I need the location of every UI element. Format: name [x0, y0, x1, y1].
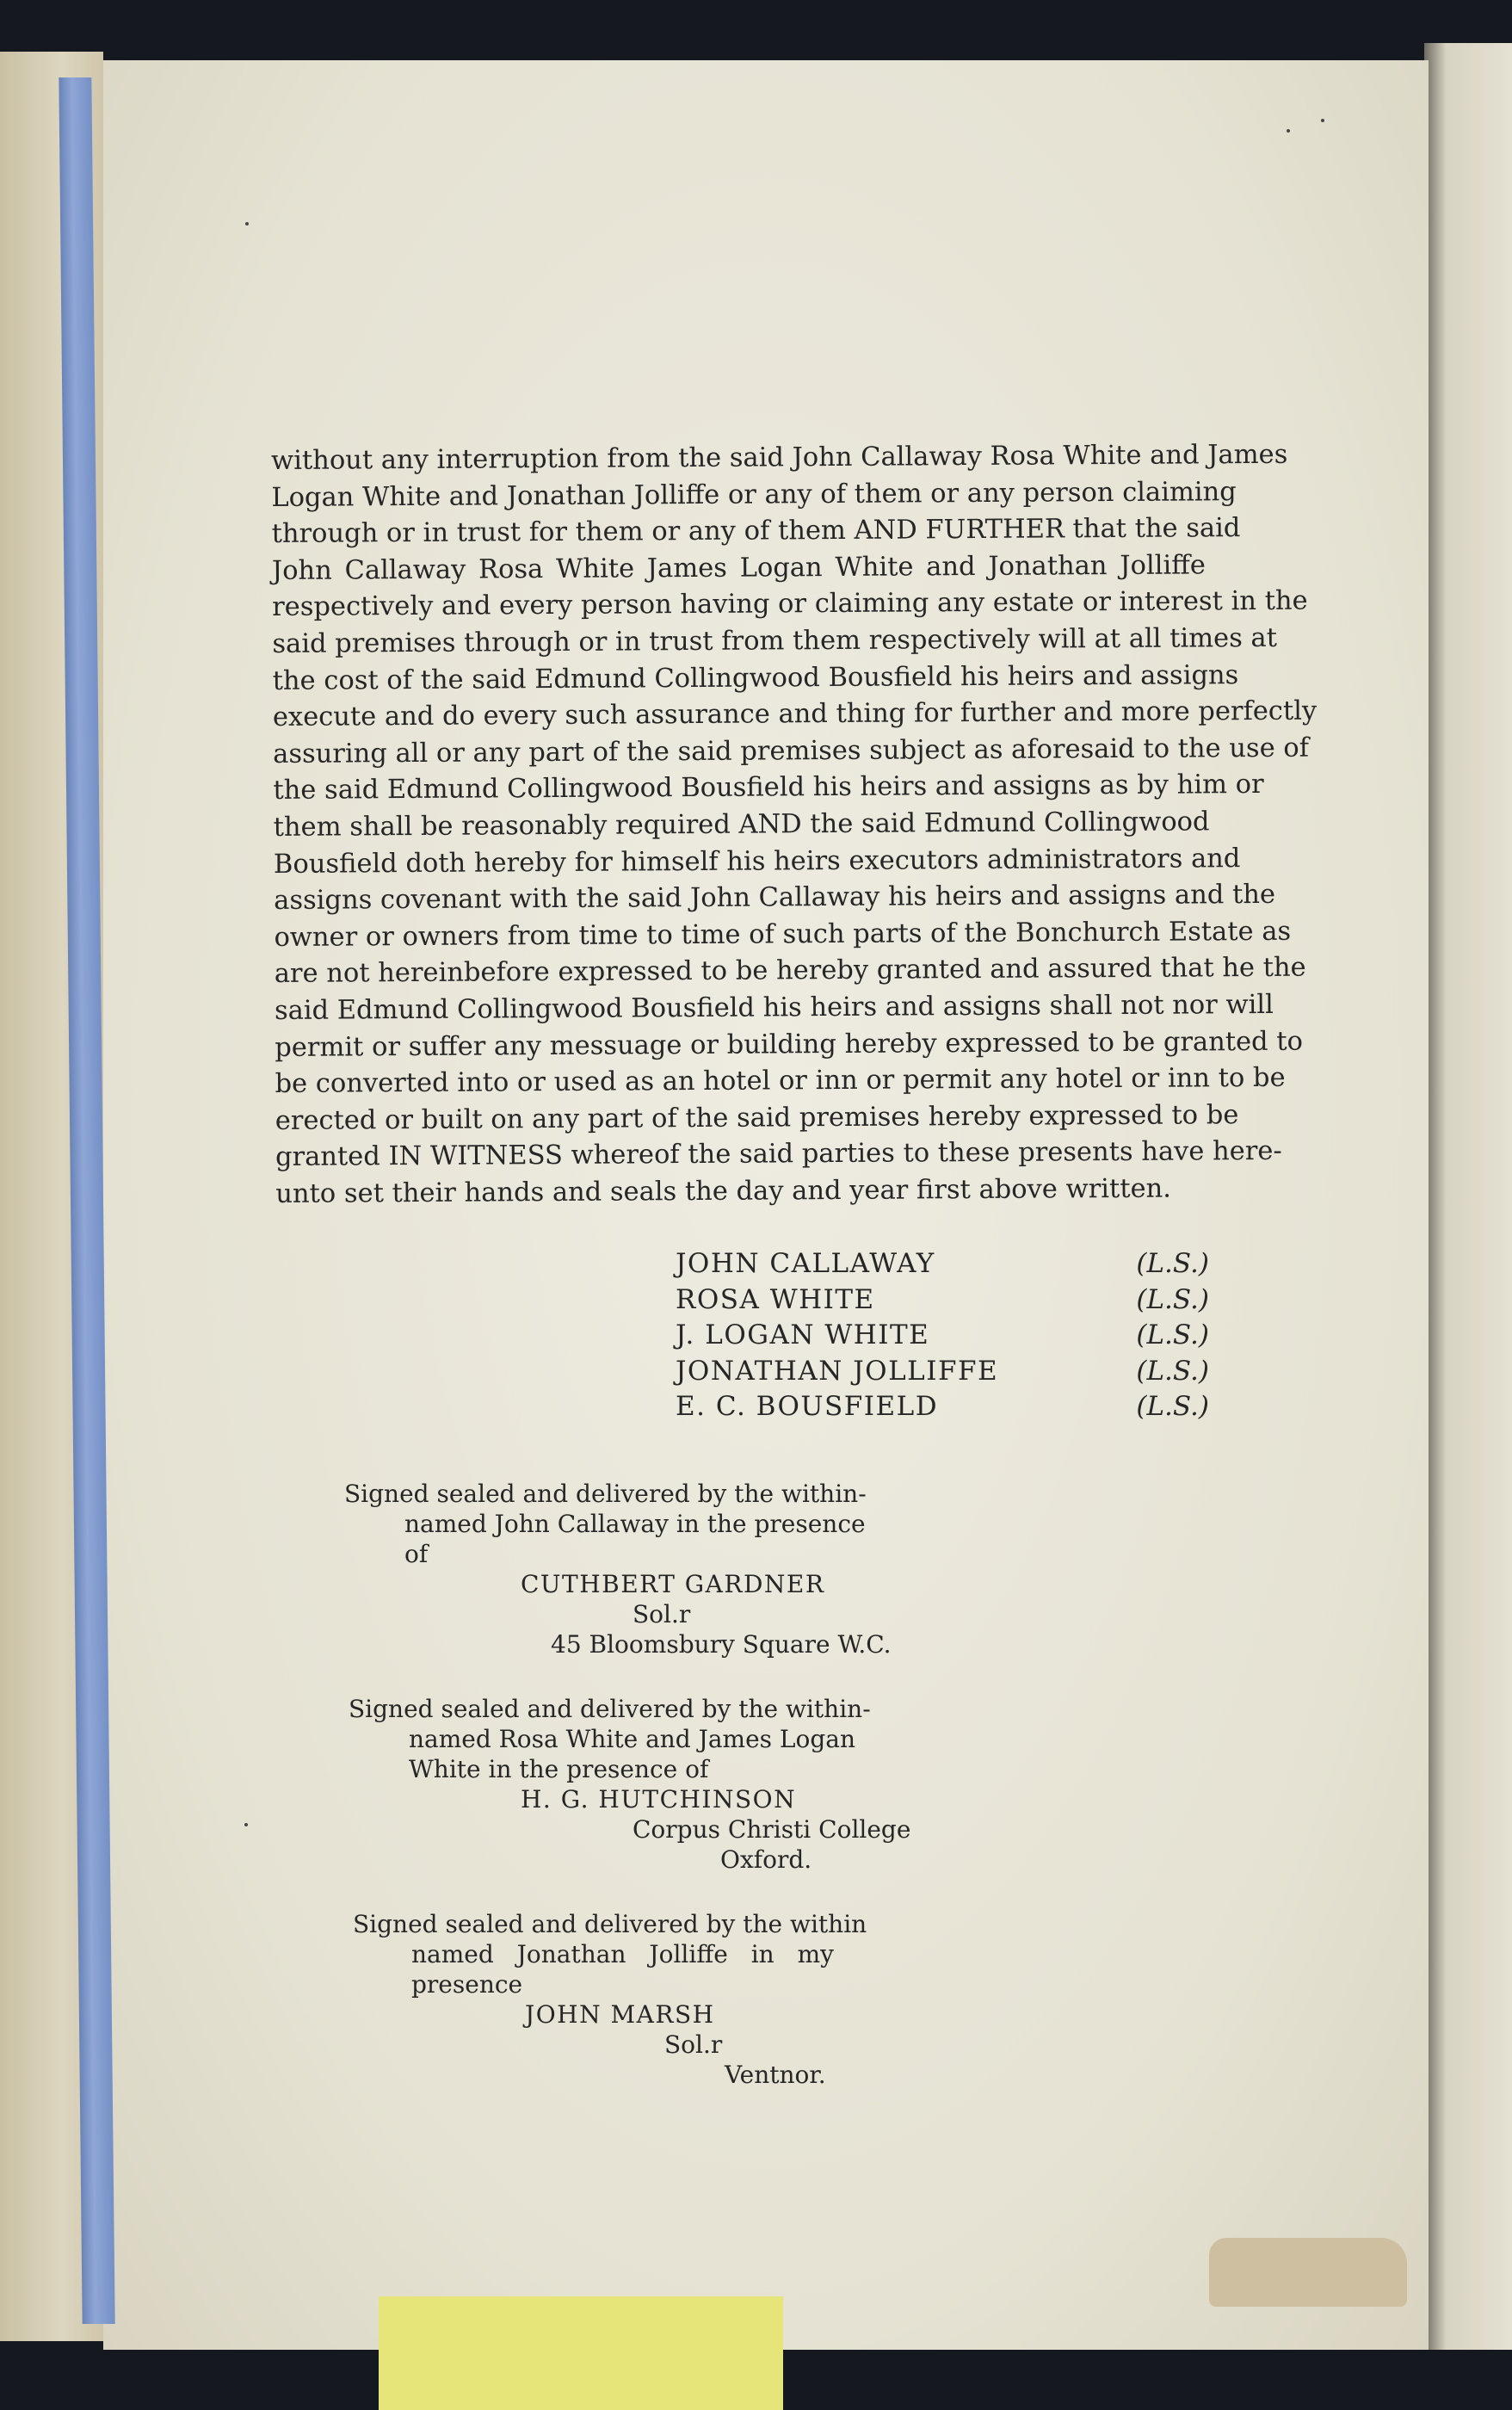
body-line: assuring all or any part of the said premises subject as aforesaid to the use of — [273, 732, 1310, 769]
yellow-tab — [379, 2296, 783, 2410]
signatory-row — [676, 1282, 1209, 1319]
body-line: them shall be reasonably required AND the said Edmund Collingwood — [273, 806, 1210, 843]
body-line: said premises through or in trust from them respectively will at all times at — [272, 622, 1278, 659]
signatory-name: JOHN CALLAWAY — [676, 1248, 935, 1279]
signatory-row — [676, 1318, 1209, 1354]
body-line: respectively and every person having or claiming any estate or interest in the — [272, 586, 1308, 623]
deed-body-text — [271, 437, 1318, 1213]
body-line: are not hereinbefore expressed to be hereby granted and assured that he the — [274, 952, 1306, 990]
body-line: erected or built on any part of the said premises hereby expressed to be — [275, 1099, 1239, 1136]
body-line: Logan White and Jonathan Jolliffe or any of them or any person claiming — [271, 476, 1237, 513]
witness-detail: Ventnor. — [725, 2061, 826, 2089]
witness-detail: 45 Bloomsbury Square W.C. — [551, 1630, 892, 1659]
witness-detail: Corpus Christi College — [633, 1815, 911, 1844]
witness-name: CUTHBERT GARDNER — [521, 1570, 825, 1598]
signatory-row — [676, 1354, 1209, 1390]
body-line: assigns covenant with the said John Callaway his heirs and assigns and the — [274, 880, 1276, 917]
body-line: owner or owners from time to time of such parts of the Bonchurch Estate as — [274, 916, 1292, 953]
attestation-clause-line: Signed sealed and delivered by the within — [353, 1910, 867, 1938]
signatory-row — [676, 1246, 1209, 1282]
signatory-row — [676, 1389, 1209, 1425]
attestation-white — [349, 1694, 910, 1875]
attestation-clause-line: presence — [411, 1970, 523, 1999]
body-line: unto set their hands and seals the day and year first above written. — [275, 1173, 1172, 1209]
body-line: John Callaway Rosa White James Logan White and Jonathan Jolliffe — [271, 550, 1206, 586]
body-line: execute and do every such assurance and thing for further and more perfectly — [272, 695, 1318, 733]
body-line: the cost of the said Edmund Collingwood Bousfield his heirs and assigns — [272, 659, 1239, 696]
attestation-clause-line: named Jonathan Jolliffe in my — [411, 1940, 834, 1968]
signatory-list — [676, 1246, 1209, 1425]
body-line: Bousfield doth hereby for himself his heirs executors administrators and — [273, 843, 1241, 880]
seal-mark: (L.S.) — [1136, 1391, 1209, 1423]
seal-mark: (L.S.) — [1136, 1355, 1209, 1387]
speck — [1321, 119, 1324, 122]
torn-corner — [1209, 2238, 1407, 2307]
body-line: be converted into or used as an hotel or inn or permit any hotel or inn to be — [275, 1062, 1286, 1100]
attestation-clause-line: named Rosa White and James Logan — [409, 1725, 856, 1753]
speck — [244, 1823, 248, 1826]
seal-mark: (L.S.) — [1136, 1248, 1209, 1279]
attestation-clause-line: Signed sealed and delivered by the within- — [349, 1695, 871, 1723]
signatory-name: JONATHAN JOLLIFFE — [676, 1355, 999, 1387]
seal-mark: (L.S.) — [1136, 1319, 1209, 1351]
attestation-jolliffe — [353, 1909, 867, 2090]
witness-detail: Oxford. — [720, 1845, 812, 1874]
attestation-clause-line: Signed sealed and delivered by the within- — [344, 1480, 867, 1508]
witness-detail: Sol.r — [633, 1600, 691, 1628]
body-line: the said Edmund Collingwood Bousfield his heirs and assigns as by him or — [273, 769, 1264, 806]
witness-name: H. G. HUTCHINSON — [521, 1785, 797, 1814]
speck — [1287, 129, 1290, 133]
signatory-name: E. C. BOUSFIELD — [676, 1391, 939, 1423]
signatory-name: J. LOGAN WHITE — [676, 1319, 930, 1351]
witness-name: JOHN MARSH — [525, 2000, 715, 2029]
signatory-name: ROSA WHITE — [676, 1283, 875, 1315]
attestation-clause-line: named John Callaway in the presence — [404, 1510, 866, 1538]
body-line: said Edmund Collingwood Bousfield his heirs and assigns shall not nor will — [274, 989, 1274, 1026]
next-page-edge — [1424, 43, 1512, 2350]
body-line: without any interruption from the said John Callaway Rosa White and James — [271, 439, 1288, 476]
attestation-clause-line: of — [404, 1540, 429, 1568]
witness-detail: Sol.r — [664, 2030, 723, 2059]
body-line: permit or suffer any messuage or building hereby expressed to be granted to — [275, 1026, 1304, 1063]
speck — [245, 222, 249, 226]
attestation-callaway — [344, 1479, 892, 1659]
seal-mark: (L.S.) — [1136, 1283, 1209, 1315]
body-line: through or in trust for them or any of them AND FURTHER that the said — [271, 513, 1241, 550]
attestation-clause-line: White in the presence of — [409, 1755, 709, 1783]
body-line: granted IN WITNESS whereof the said parties to these presents have here- — [275, 1136, 1282, 1173]
